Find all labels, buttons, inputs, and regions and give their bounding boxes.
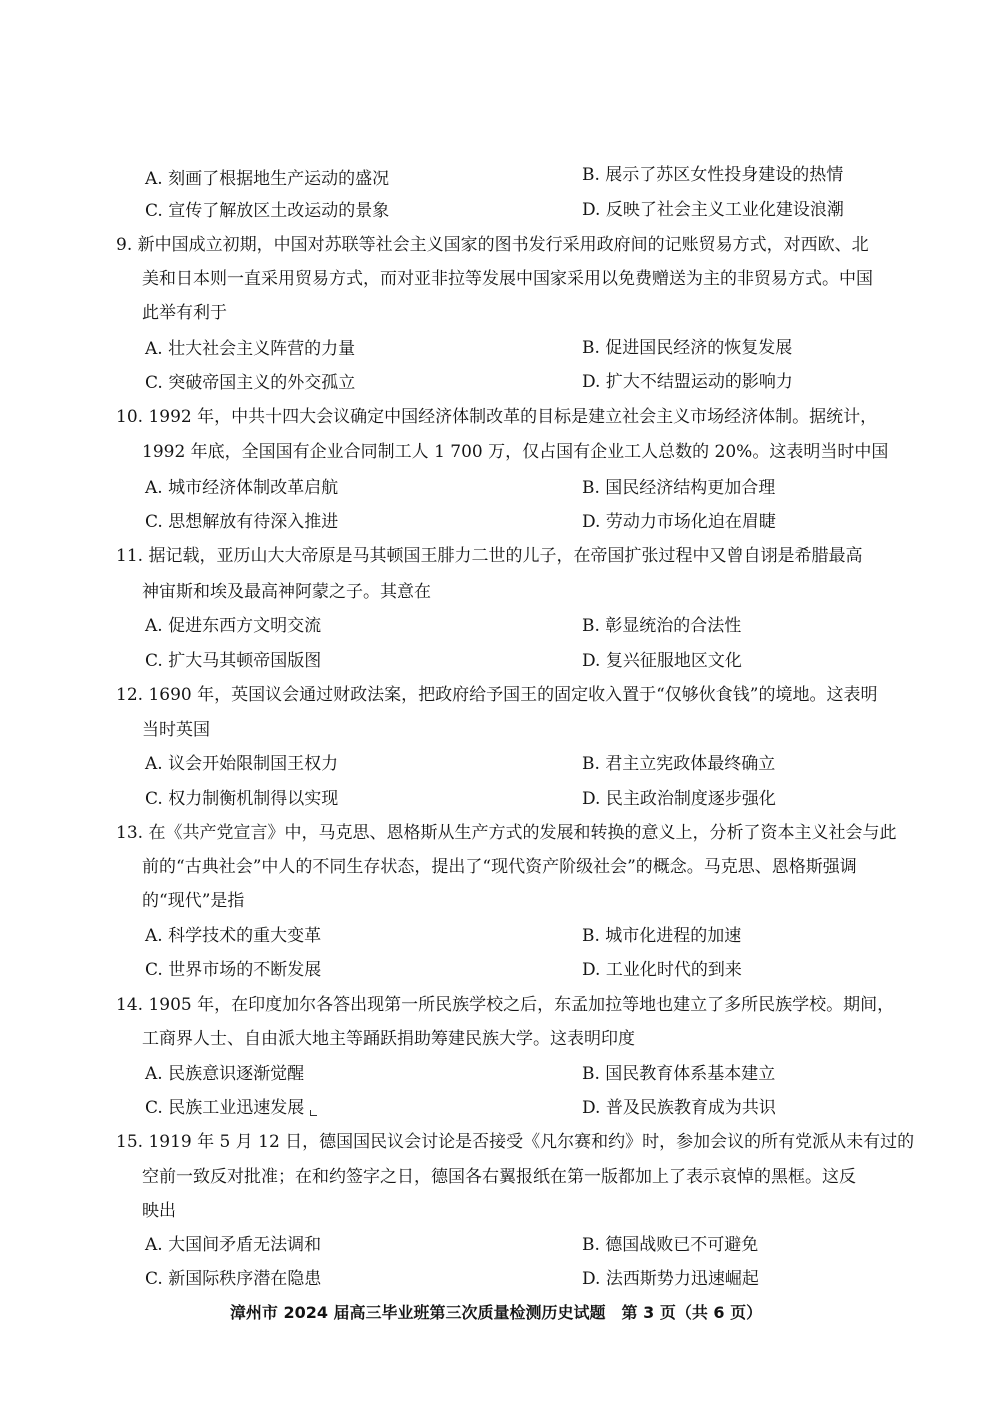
- q9-option-b: B. 促进国民经济的恢复发展: [582, 338, 793, 358]
- q14-stem-line-2: 工商界人士、自由派大地主等踊跃捐助筹建民族大学。这表明印度: [142, 1029, 635, 1049]
- q14-option-d: D. 普及民族教育成为共识: [582, 1098, 776, 1118]
- q13-stem-line-3: 的“现代”是指: [142, 891, 245, 911]
- q14-option-b: B. 国民教育体系基本建立: [582, 1064, 776, 1084]
- q8-option-a: A. 刻画了根据地生产运动的盛况: [145, 169, 390, 189]
- q15-option-a: A. 大国间矛盾无法调和: [145, 1235, 322, 1255]
- q12-option-b: B. 君主立宪政体最终确立: [582, 754, 776, 774]
- q11-option-a: A. 促进东西方文明交流: [145, 616, 322, 636]
- q13-stem-line-2: 前的“古典社会”中人的不同生存状态，提出了“现代资产阶级社会”的概念。马克思、恩格斯强调: [142, 857, 857, 877]
- q12-option-c: C. 权力制衡机制得以实现: [145, 789, 339, 809]
- q15-option-c: C. 新国际秩序潜在隐患: [145, 1269, 322, 1289]
- q9-option-c: C. 突破帝国主义的外交孤立: [145, 373, 356, 393]
- q14-stem-line-1: 14. 1905 年，在印度加尔各答出现第一所民族学校之后，东孟加拉等地也建立了多所民族学校。期间，: [116, 995, 895, 1015]
- stray-pen-mark: [310, 1110, 317, 1116]
- q9-stem-line-1: 9. 新中国成立初期，中国对苏联等社会主义国家的图书发行采用政府间的记账贸易方式，对西欧、北: [116, 235, 869, 255]
- q11-stem-line-2: 神宙斯和埃及最高神阿蒙之子。其意在: [142, 582, 431, 602]
- q13-option-c: C. 世界市场的不断发展: [145, 960, 322, 980]
- q13-option-a: A. 科学技术的重大变革: [145, 926, 322, 946]
- q15-stem-line-1: 15. 1919 年 5 月 12 日，德国国民议会讨论是否接受《凡尔赛和约》时，参加会议的所有党派从未有过的: [116, 1132, 915, 1152]
- q9-option-a: A. 壮大社会主义阵营的力量: [145, 339, 356, 359]
- q10-option-b: B. 国民经济结构更加合理: [582, 478, 776, 498]
- q11-option-b: B. 彰显统治的合法性: [582, 616, 742, 636]
- q15-stem-line-2: 空前一致反对批准；在和约签字之日，德国各右翼报纸在第一版都加上了表示哀悼的黑框。这反: [142, 1167, 856, 1187]
- q12-stem-line-1: 12. 1690 年，英国议会通过财政法案，把政府给予国王的固定收入置于“仅够伙食钱”的境地。这表明: [116, 685, 878, 705]
- q9-option-d: D. 扩大不结盟运动的影响力: [582, 372, 793, 392]
- q14-option-c: C. 民族工业迅速发展: [145, 1098, 305, 1118]
- q8-option-d: D. 反映了社会主义工业化建设浪潮: [582, 200, 844, 220]
- page-footer: 漳州市 2024 届高三毕业班第三次质量检测历史试题 第 3 页（共 6 页）: [229, 1303, 763, 1322]
- q15-stem-line-3: 映出: [142, 1201, 176, 1221]
- q14-option-c-row: [145, 1097, 317, 1119]
- q11-option-c: C. 扩大马其顿帝国版图: [145, 651, 322, 671]
- q13-option-d: D. 工业化时代的到来: [582, 960, 742, 980]
- q12-option-d: D. 民主政治制度逐步强化: [582, 789, 776, 809]
- q10-option-a: A. 城市经济体制改革启航: [145, 478, 339, 498]
- q10-option-c: C. 思想解放有待深入推进: [145, 512, 339, 532]
- q9-stem-line-3: 此举有利于: [142, 303, 227, 323]
- q14-option-a: A. 民族意识逐渐觉醒: [145, 1064, 305, 1084]
- q10-stem-line-1: 10. 1992 年，中共十四大会议确定中国经济体制改革的目标是建立社会主义市场经济体制。据统计，: [116, 407, 878, 427]
- q9-stem-line-2: 美和日本则一直采用贸易方式，而对亚非拉等发展中国家采用以免费赠送为主的非贸易方式。中国: [142, 269, 873, 289]
- q8-option-b: B. 展示了苏区女性投身建设的热情: [582, 165, 844, 185]
- q10-stem-line-2: 1992 年底，全国国有企业合同制工人 1 700 万，仅占国有企业工人总数的 20%。这表明当时中国: [142, 442, 889, 462]
- q10-option-d: D. 劳动力市场化迫在眉睫: [582, 512, 776, 532]
- q11-stem-line-1: 11. 据记载，亚历山大大帝原是马其顿国王腓力二世的儿子，在帝国扩张过程中又曾自诩是希腊最高: [116, 546, 863, 566]
- q13-stem-line-1: 13. 在《共产党宣言》中，马克思、恩格斯从生产方式的发展和转换的意义上，分析了资本主义社会与此: [116, 823, 897, 843]
- q15-option-b: B. 德国战败已不可避免: [582, 1235, 759, 1255]
- q15-option-d: D. 法西斯势力迅速崛起: [582, 1269, 759, 1289]
- q12-stem-line-2: 当时英国: [142, 720, 210, 740]
- q13-option-b: B. 城市化进程的加速: [582, 926, 742, 946]
- q8-option-c: C. 宣传了解放区土改运动的景象: [145, 201, 390, 221]
- q12-option-a: A. 议会开始限制国王权力: [145, 754, 339, 774]
- q11-option-d: D. 复兴征服地区文化: [582, 651, 742, 671]
